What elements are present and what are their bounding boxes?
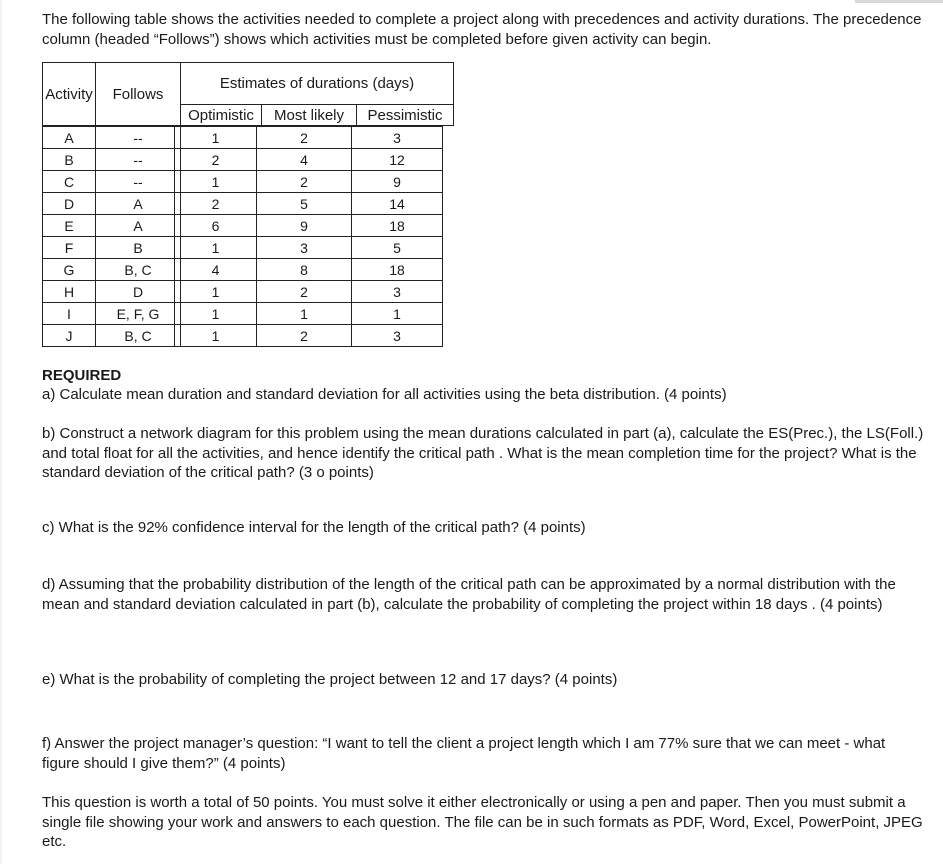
cell-follows: A: [95, 214, 181, 237]
intro-paragraph: The following table shows the activities needed to complete a project along with precedences and activity durations. The precedence column (headed “Follows”) shows which activities must be completed before given activity can begin.: [42, 11, 922, 48]
cell-optimistic: 6: [174, 214, 257, 237]
cell-pessimistic: 14: [351, 192, 443, 215]
left-edge: [0, 0, 2, 864]
cell-optimistic: 1: [174, 324, 257, 347]
cell-optimistic: 1: [174, 236, 257, 259]
cell-follows: E, F, G: [95, 302, 181, 325]
cell-pessimistic: 1: [351, 302, 443, 325]
cell-follows: --: [95, 148, 181, 171]
cell-most-likely: 5: [256, 192, 352, 215]
cell-follows: B, C: [95, 324, 181, 347]
cell-activity: E: [42, 214, 96, 237]
cell-activity: C: [42, 170, 96, 193]
cell-follows: B: [95, 236, 181, 259]
required-heading: REQUIRED: [42, 367, 122, 384]
header-follows: Follows: [95, 62, 181, 126]
question-a: a) Calculate mean duration and standard deviation for all activities using the beta distribution. (4 points): [42, 386, 727, 403]
question-b: b) Construct a network diagram for this problem using the mean durations calculated in part (a), calculate the ES(Prec.), the LS(Foll.) and total float for all the activities, and hence identify the critical path . What is the mean completion time for the project? What is the standard deviation of the critical path? (3 o points): [42, 425, 924, 481]
cell-activity: B: [42, 148, 96, 171]
cell-follows: B, C: [95, 258, 181, 281]
cell-activity: G: [42, 258, 96, 281]
header-activity: Activity: [42, 62, 96, 126]
cell-optimistic: 1: [174, 302, 257, 325]
cell-pessimistic: 5: [351, 236, 443, 259]
cell-most-likely: 1: [256, 302, 352, 325]
question-e: e) What is the probability of completing the project between 12 and 17 days? (4 points): [42, 671, 618, 688]
cell-optimistic: 4: [174, 258, 257, 281]
cell-follows: D: [95, 280, 181, 303]
cell-follows: --: [95, 170, 181, 193]
cell-follows: A: [95, 192, 181, 215]
top-edge-bar: [855, 0, 943, 3]
header-pessimistic: Pessimistic: [356, 104, 454, 126]
cell-pessimistic: 3: [351, 126, 443, 149]
cell-most-likely: 9: [256, 214, 352, 237]
cell-pessimistic: 9: [351, 170, 443, 193]
question-d: d) Assuming that the probability distribution of the length of the critical path can be approximated by a normal distribution with the mean and standard deviation calculated in part (b), calculate the probability of completing the project within 18 days . (4 points): [42, 576, 896, 613]
cell-pessimistic: 18: [351, 214, 443, 237]
cell-most-likely: 8: [256, 258, 352, 281]
cell-follows: --: [95, 126, 181, 149]
cell-activity: A: [42, 126, 96, 149]
cell-most-likely: 2: [256, 324, 352, 347]
cell-most-likely: 4: [256, 148, 352, 171]
cell-activity: D: [42, 192, 96, 215]
cell-most-likely: 2: [256, 170, 352, 193]
cell-pessimistic: 3: [351, 280, 443, 303]
cell-optimistic: 1: [174, 126, 257, 149]
cell-optimistic: 1: [174, 170, 257, 193]
cell-pessimistic: 3: [351, 324, 443, 347]
cell-activity: I: [42, 302, 96, 325]
question-f: f) Answer the project manager’s question: “I want to tell the client a project length which I am 77% sure that we can meet - what figure should I give them?” (4 points): [42, 735, 886, 772]
header-most-likely: Most likely: [261, 104, 357, 126]
header-estimates: Estimates of durations (days): [180, 62, 454, 105]
cell-most-likely: 3: [256, 236, 352, 259]
cell-optimistic: 2: [174, 192, 257, 215]
cell-pessimistic: 12: [351, 148, 443, 171]
cell-most-likely: 2: [256, 280, 352, 303]
cell-optimistic: 1: [174, 280, 257, 303]
header-optimistic: Optimistic: [180, 104, 262, 126]
cell-optimistic: 2: [174, 148, 257, 171]
question-c: c) What is the 92% confidence interval for the length of the critical path? (4 points): [42, 519, 586, 536]
submission-note: This question is worth a total of 50 points. You must solve it either electronically or using a pen and paper. Then you must submit a single file showing your work and answers to each question. The file can be in such formats as PDF, Word, Excel, PowerPoint, JPEG etc.: [42, 794, 923, 850]
cell-activity: J: [42, 324, 96, 347]
cell-most-likely: 2: [256, 126, 352, 149]
cell-pessimistic: 18: [351, 258, 443, 281]
cell-activity: H: [42, 280, 96, 303]
cell-activity: F: [42, 236, 96, 259]
